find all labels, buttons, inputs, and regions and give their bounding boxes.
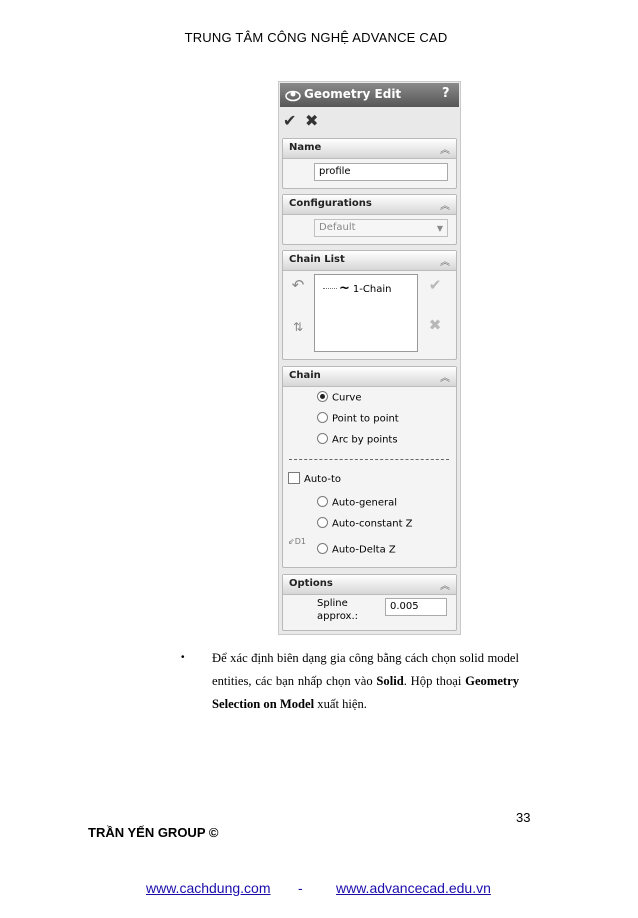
chain-icon: ~: [339, 281, 350, 296]
radio-auto-constant-z-label: Auto-constant Z: [332, 518, 413, 530]
spline-label-line1: Spline: [317, 598, 348, 609]
para-bold-solid: Solid: [376, 674, 404, 688]
radio-auto-delta-z-label: Auto-Delta Z: [332, 544, 396, 556]
footer-link-cachdung[interactable]: www.cachdung.com: [146, 880, 271, 896]
geometry-icon: [285, 88, 301, 102]
name-input[interactable]: profile: [314, 163, 448, 181]
name-group-title: Name: [289, 142, 322, 153]
collapse-icon[interactable]: ︽: [440, 145, 450, 156]
collapse-icon[interactable]: ︽: [440, 373, 450, 384]
chain-group: [282, 366, 457, 568]
page-number: 33: [516, 810, 531, 825]
para-text-2: . Hộp thoại: [403, 674, 466, 688]
accept-chain-icon[interactable]: ✔: [428, 276, 442, 294]
collapse-icon[interactable]: ︽: [440, 201, 450, 212]
collapse-icon[interactable]: ︽: [440, 581, 450, 592]
spline-label-line2: approx.:: [317, 611, 358, 622]
page-header: [0, 30, 638, 45]
radio-auto-general[interactable]: [317, 497, 397, 509]
radio-point-to-point-label: Point to point: [332, 413, 399, 425]
options-group-header[interactable]: [283, 575, 456, 595]
name-group-header[interactable]: [283, 139, 456, 159]
radio-auto-constant-z[interactable]: [317, 518, 413, 530]
delete-chain-icon[interactable]: ✖: [428, 316, 442, 334]
chain-item-label: 1-Chain: [352, 284, 392, 295]
chain-list-group: [282, 250, 457, 360]
para-text-1: Để xác định biên dạng gia công bằng cách chọn solid model entities, các bạn nhấp chọn vào: [212, 651, 519, 688]
radio-auto-delta-z[interactable]: [317, 544, 396, 556]
chain-list-group-header[interactable]: [283, 251, 456, 271]
footer-link-advancecad[interactable]: www.advancecad.edu.vn: [336, 880, 491, 896]
para-bold-dialog-name: Geometry Selection on Model: [212, 674, 519, 711]
undo-icon[interactable]: ↶: [291, 276, 305, 294]
chain-list-group-title: Chain List: [289, 254, 345, 265]
spline-approx-label: [317, 597, 358, 623]
dialog-titlebar: [280, 83, 459, 107]
auto-to-label: Auto-to: [304, 474, 342, 485]
para-text-3: xuất hiện.: [314, 697, 367, 711]
chain-group-header[interactable]: [283, 367, 456, 387]
delta-z-icon-label: D1: [294, 537, 306, 546]
configurations-group: [282, 194, 457, 245]
list-item[interactable]: [323, 281, 391, 296]
radio-curve[interactable]: [317, 392, 362, 404]
options-group-title: Options: [289, 578, 333, 589]
ok-checkmark-icon[interactable]: ✔: [283, 111, 297, 130]
body-paragraph: [212, 647, 519, 716]
configurations-group-header[interactable]: [283, 195, 456, 215]
radio-button[interactable]: [317, 496, 328, 507]
configurations-group-title: Configurations: [289, 198, 372, 209]
radio-curve-label: Curve: [332, 392, 362, 404]
footer-link-separator: -: [298, 880, 303, 896]
chain-listbox[interactable]: [314, 274, 418, 352]
radio-button[interactable]: [317, 391, 328, 402]
radio-button[interactable]: [317, 517, 328, 528]
radio-button[interactable]: [317, 412, 328, 423]
chain-group-title: Chain: [289, 370, 321, 381]
chevron-down-icon: ▼: [436, 224, 443, 233]
radio-arc-by-points-label: Arc by points: [332, 434, 398, 446]
auto-to-checkbox[interactable]: [288, 473, 341, 485]
configuration-select-value: Default: [319, 222, 356, 233]
radio-auto-general-label: Auto-general: [332, 497, 398, 509]
dialog-title: Geometry Edit: [304, 87, 402, 101]
radio-arc-by-points[interactable]: [317, 434, 398, 446]
radio-button[interactable]: [317, 543, 328, 554]
name-group: [282, 138, 457, 189]
radio-button[interactable]: [317, 433, 328, 444]
help-button[interactable]: ?: [442, 86, 450, 101]
radio-point-to-point[interactable]: [317, 413, 399, 425]
options-group: [282, 574, 457, 631]
header-text: TRUNG TÂM CÔNG NGHỆ ADVANCE CAD: [184, 30, 448, 45]
checkbox[interactable]: [288, 472, 300, 484]
collapse-icon[interactable]: ︽: [440, 257, 450, 268]
configuration-select[interactable]: [314, 219, 448, 237]
bullet-symbol: •: [181, 652, 185, 663]
delta-z-icon: ⇙D1: [288, 537, 306, 546]
reverse-direction-icon[interactable]: ⇅: [292, 320, 304, 334]
spline-approx-input[interactable]: 0.005: [385, 598, 447, 616]
footer-group-name: TRẦN YẾN GROUP ©: [88, 825, 219, 840]
geometry-edit-dialog: [278, 81, 461, 635]
divider: [289, 459, 449, 460]
cancel-x-icon[interactable]: ✖: [305, 111, 319, 130]
